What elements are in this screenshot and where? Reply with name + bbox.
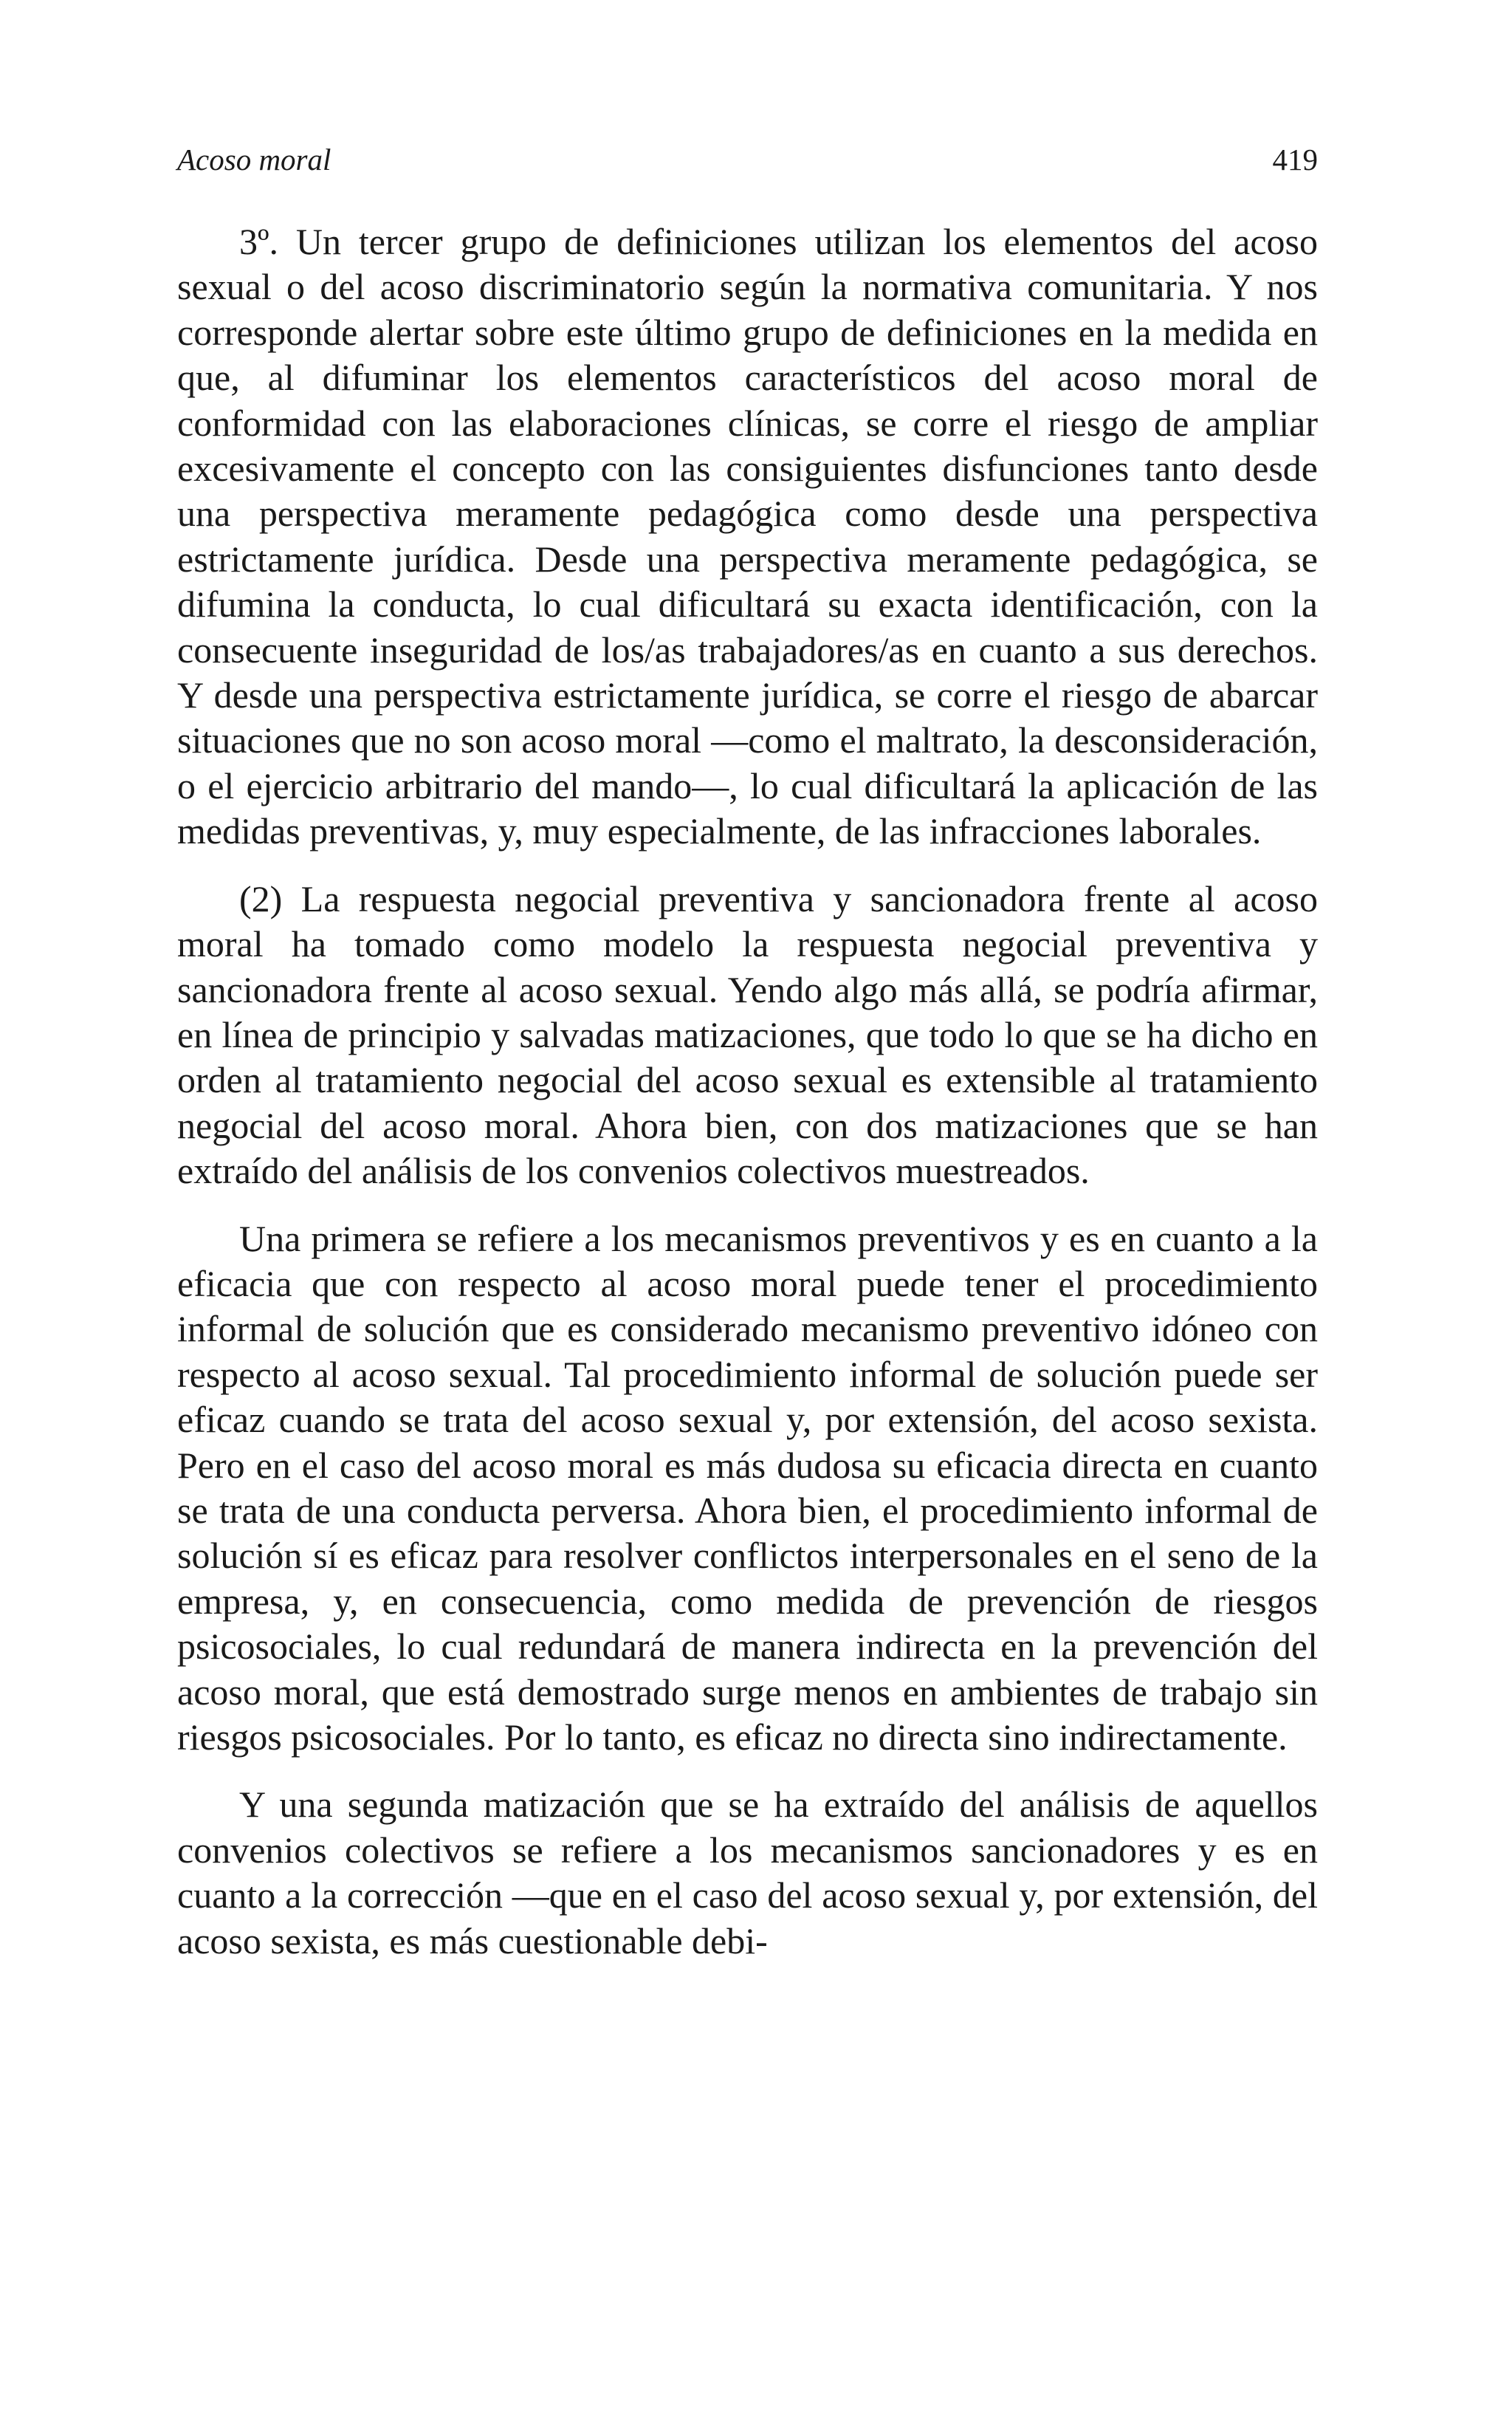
body-text [177,219,1318,1986]
paragraph-second-nuance: Y una segunda matización que se ha extraído del análisis de aquellos convenios colectivos se refiere a los mecanismos sancionadores y es en cuanto a la corrección —que en el caso del acoso sexual y, por extensión, del acoso sexista, es más cuestionable debi- [177,1784,1318,1962]
paragraph-negotiated-response: (2) La respuesta negocial preventiva y sancionadora frente al acoso moral ha tomado como modelo la respuesta negocial preventiva y sancionadora frente al acoso sexual. Yendo algo más allá, se podría afirmar, en línea de principio y salvadas matizaciones, que todo lo que se ha dicho en orden al tratamiento negocial del acoso sexual es extensible al tratamiento negocial del acoso moral. Ahora bien, con dos matizaciones que se han extraído del análisis de los convenios colectivos muestreados. [177,877,1318,1192]
running-title: Acoso moral [177,143,331,177]
paragraph-first-nuance: Una primera se refiere a los mecanismos preventivos y es en cuanto a la eficacia que con respecto al acoso moral puede tener el procedimiento informal de solución que es considerado mecanismo preventivo idóneo con respecto al acoso sexual. Tal procedimiento informal de solución puede ser eficaz cuando se trata del acoso sexual y, por extensión, del acoso sexista. Pero en el caso del acoso moral es más dudosa su eficacia directa en cuanto se trata de una conducta perversa. Ahora bien, el procedimiento informal de solución sí es eficaz para resolver conflictos interpersonales en el seno de la empresa, y, en consecuencia, como medida de prevención de riesgos psicosociales, lo cual redundará de manera indirecta en la prevención del acoso moral, que está demostrado surge menos en ambientes de trabajo sin riesgos psicosociales. Por lo tanto, es eficaz no directa sino indirectamente. [177,1217,1318,1758]
page-number: 419 [1272,143,1318,177]
running-header [177,139,1318,180]
paragraph-third-group-definitions: 3º. Un tercer grupo de definiciones utilizan los elementos del acoso sexual o del acoso discriminatorio según la normativa comunitaria. Y nos corresponde alertar sobre este último grupo de definiciones en la medida en que, al difuminar los elementos característicos del acoso moral de conformidad con las elaboraciones clínicas, se corre el riesgo de ampliar excesivamente el concepto con las consiguientes disfunciones tanto desde una perspectiva meramente pedagógica como desde una perspectiva estrictamente jurídica. Desde una perspectiva meramente pedagógica, se difumina la conducta, lo cual dificultará su exacta identificación, con la consecuente inseguridad de los/as trabajadores/as en cuanto a sus derechos. Y desde una perspectiva estrictamente jurídica, se corre el riesgo de abarcar situaciones que no son acoso moral —como el maltrato, la desconsideración, o el ejercicio arbitrario del mando—, lo cual dificultará la aplicación de las medidas preventivas, y, muy especialmente, de las infracciones laborales. [177,221,1318,852]
